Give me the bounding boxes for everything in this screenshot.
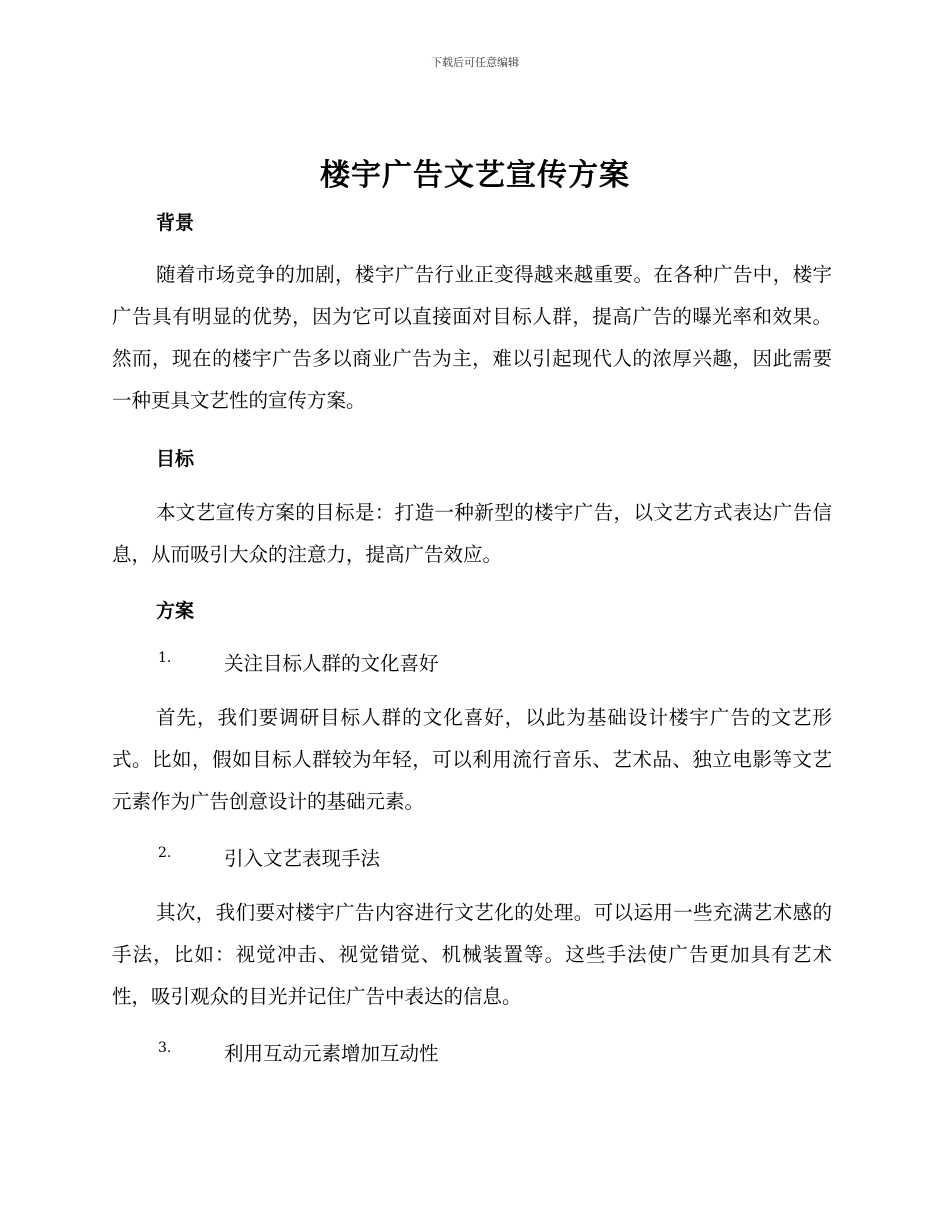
paragraph-background: 随着市场竞争的加剧，楼宇广告行业正变得越来越重要。在各种广告中，楼宇广告具有明显的优势，因为它可以直接面对目标人群，提高广告的曝光率和效果。然而，现在的楼宇广告多以商业广告为主，难以引起现代人的浓厚兴趣，因此需要一种更具文艺性的宣传方案。 [112,263,832,412]
document-title: 楼宇广告文艺宣传方案 [320,158,630,193]
section-heading-plan: 方案 [156,600,195,622]
list-number: 3. [158,1040,172,1056]
list-item-title: 引入文艺表现手法 [224,847,381,870]
list-item-title: 利用互动元素增加互动性 [224,1042,439,1065]
page-header-note: 下载后可任意编辑 [431,56,519,69]
paragraph-plan-item-1: 首先，我们要调研目标人群的文化喜好，以此为基础设计楼宇广告的文艺形式。比如，假如目标人群较为年轻，可以利用流行音乐、艺术品、独立电影等文艺元素作为广告创意设计的基础元素。 [112,706,832,813]
section-heading-background: 背景 [156,212,195,234]
list-item-title: 关注目标人群的文化喜好 [224,652,439,675]
paragraph-goal: 本文艺宣传方案的目标是：打造一种新型的楼宇广告，以文艺方式表达广告信息，从而吸引大众的注意力，提高广告效应。 [112,501,832,566]
list-number: 2. [158,845,172,861]
paragraph-plan-item-2: 其次，我们要对楼宇广告内容进行文艺化的处理。可以运用一些充满艺术感的手法，比如：视觉冲击、视觉错觉、机械装置等。这些手法使广告更加具有艺术性，吸引观众的目光并记住广告中表达的信息。 [112,901,832,1008]
list-number: 1. [158,650,172,666]
section-heading-goal: 目标 [156,448,195,470]
